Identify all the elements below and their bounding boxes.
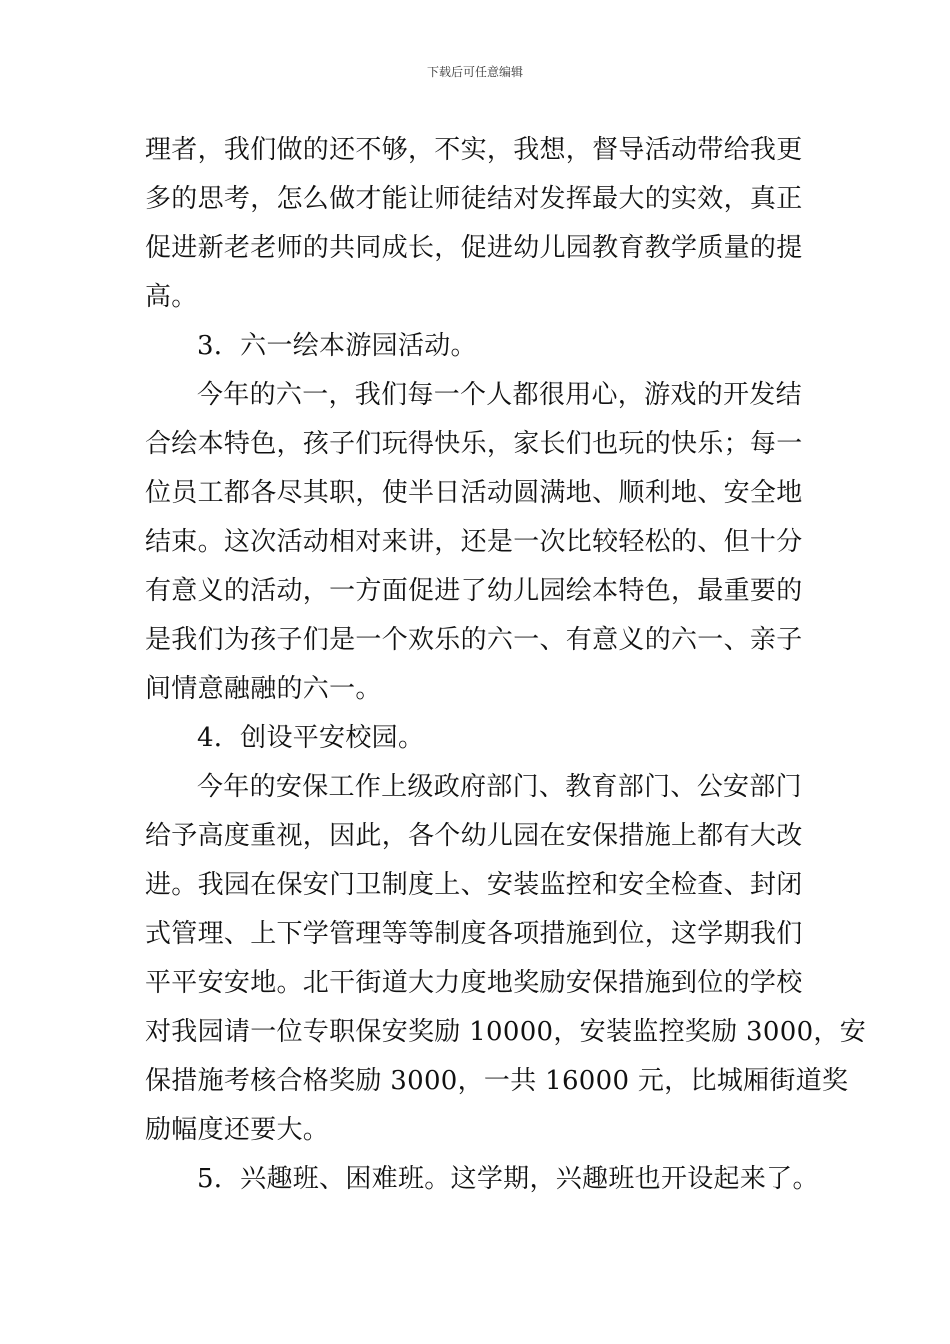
- section-heading-4: 4．创设平安校园。: [197, 723, 425, 753]
- paragraph-line: 促进新老老师的共同成长，促进幼儿园教育教学质量的提: [145, 233, 803, 263]
- paragraph-line: 今年的六一，我们每一个人都很用心，游戏的开发结: [197, 380, 802, 410]
- paragraph-line: 对我园请一位专职保安奖励 10000，安装监控奖励 3000，安: [145, 1017, 867, 1047]
- paragraph-line: 理者，我们做的还不够，不实，我想，督导活动带给我更: [145, 135, 803, 165]
- paragraph-line: 间情意融融的六一。: [145, 674, 382, 704]
- document-body: [145, 126, 867, 1204]
- paragraph-line: 位员工都各尽其职，使半日活动圆满地、顺利地、安全地: [145, 478, 803, 508]
- paragraph-line: 结束。这次活动相对来讲，还是一次比较轻松的、但十分: [145, 527, 803, 557]
- paragraph-line: 高。: [145, 282, 198, 312]
- section-heading-5: 5．兴趣班、困难班。这学期，兴趣班也开设起来了。: [197, 1164, 819, 1194]
- section-heading-3: 3．六一绘本游园活动。: [197, 331, 477, 361]
- paragraph-line: 今年的安保工作上级政府部门、教育部门、公安部门: [197, 772, 802, 802]
- paragraph-line: 合绘本特色，孩子们玩得快乐，家长们也玩的快乐；每一: [145, 429, 803, 459]
- paragraph-line: 励幅度还要大。: [145, 1115, 330, 1145]
- paragraph-line: 有意义的活动，一方面促进了幼儿园绘本特色，最重要的: [145, 576, 803, 606]
- paragraph-line: 保措施考核合格奖励 3000，一共 16000 元，比城厢街道奖: [145, 1066, 849, 1096]
- paragraph-line: 式管理、上下学管理等等制度各项措施到位，这学期我们: [145, 919, 803, 949]
- paragraph-line: 进。我园在保安门卫制度上、安装监控和安全检查、封闭: [145, 870, 803, 900]
- paragraph-line: 给予高度重视，因此，各个幼儿园在安保措施上都有大改: [145, 821, 803, 851]
- paragraph-line: 平平安安地。北干街道大力度地奖励安保措施到位的学校: [145, 968, 803, 998]
- paragraph-line: 是我们为孩子们是一个欢乐的六一、有意义的六一、亲子: [145, 625, 803, 655]
- page-header: 下载后可任意编辑: [426, 65, 523, 79]
- paragraph-line: 多的思考，怎么做才能让师徒结对发挥最大的实效，真正: [145, 184, 803, 214]
